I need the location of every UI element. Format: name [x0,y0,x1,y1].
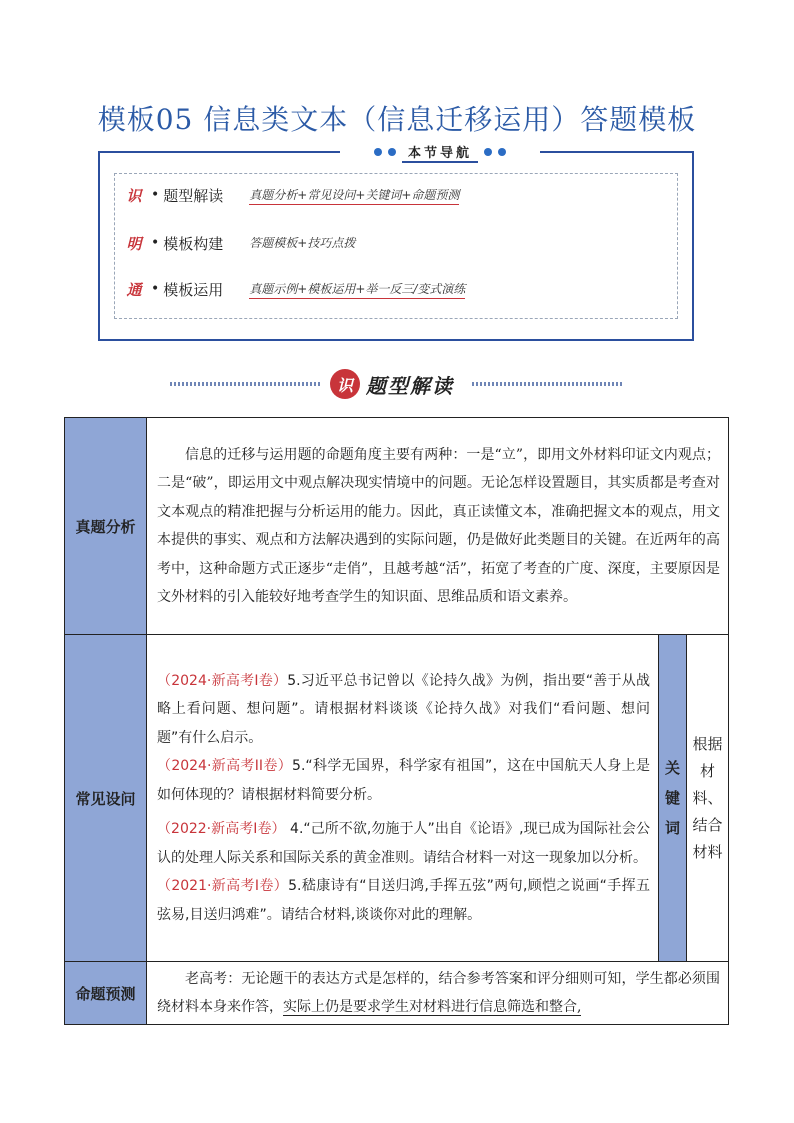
badge-icon: 明 [126,234,142,253]
question-text: 5.嵇康诗有“目送归鸿,手挥五弦”两句,顾恺之说画“手挥五弦易,目送归鸿难”。请结合材料,谈谈你对此的理解。 [157,878,650,923]
badge-icon: 识 [330,369,360,399]
nav-item-label: 模板运用 [163,280,224,299]
question-source: （2022·新高考Ⅰ卷） [157,821,286,838]
section-banner [170,366,624,402]
forecast-text-underlined: 实际上仍是要求学生对材料进行信息筛选和整合, [283,999,582,1015]
table-row [65,418,729,635]
table-row [65,962,729,1025]
banner-divider [170,382,322,386]
section-navigation [98,145,694,341]
badge-icon: 通 [126,280,142,299]
dot-icon [388,148,396,156]
row-header: 常见设问 [65,635,147,962]
analysis-text: 信息的迁移与运用题的命题角度主要有两种：一是“立”，即用文外材料印证文内观点；二是“破”，即运用文中观点解决现实情境中的问题。无论怎样设置题目，其实质都是考查对文本观点的精准把握与分析运用的能力。因此，真正读懂文本，准确把握文本的观点，用文本提供的事实、观点和方法解决遇到的实际问题，仍是做好此类题目的关键。在近两年的高考中，这种命题方式正逐步“走俏”，且越考越“活”，拓宽了考查的广度、深度，主要原因是文外材料的引入能较好地考查学生的知识面、思维品质和语文素养。 [157,446,720,605]
nav-item-application[interactable] [115,274,465,304]
row-header: 命题预测 [65,962,147,1025]
question-text: 4.“己所不欲,勿施于人”出自《论语》,现已成为国际社会公认的处理人际关系和国际关系的黄金准则。请结合材料一对这一现象加以分析。 [157,821,650,866]
forecast-cell [147,962,729,1025]
nav-item-interpretation[interactable] [115,180,459,210]
badge-icon: 识 [126,186,142,205]
keyword-value: 根据材料、结合材料 [686,635,728,962]
nav-title: 本节导航 [402,142,478,163]
bullet-icon: • [151,235,160,251]
nav-item-label: 题型解读 [163,186,224,205]
nav-item-desc: 真题分析+常见设问+关键词+命题预测 [249,186,459,205]
nav-item-desc: 真题示例+模板运用+举一反三/变式演练 [249,280,465,299]
question-source: （2024·新高考II卷） [157,758,293,775]
question-source: （2024·新高考Ⅰ卷） [157,672,288,689]
question-item [157,667,650,753]
forecast-text [157,965,720,1021]
nav-item-construction[interactable] [115,228,355,258]
question-item [157,752,650,809]
questions-cell [147,635,659,962]
question-text: 5.“科学无国界，科学家有祖国”，这在中国航天人身上是如何体现的？请根据材料简要分析。 [157,758,650,803]
forecast-text-a: 老高考：无论题干的表达方式是怎样的，结合参考答案和评分细则可知，学生都必须围绕材料本身来作答， [157,971,720,1015]
bullet-icon: • [151,281,160,297]
interpretation-table [64,417,729,1025]
nav-item-desc: 答题模板+技巧点拨 [249,236,356,250]
question-item [157,872,650,929]
banner-divider [472,382,624,386]
question-source: （2021·新高考Ⅰ卷） [157,878,289,895]
question-item [157,815,650,872]
dot-icon [498,148,506,156]
page-title: 模板05 信息类文本（信息迁移运用）答题模板 [97,103,697,136]
banner-title: 题型解读 [366,374,454,398]
table-row [65,635,729,962]
nav-header [340,141,540,163]
nav-list [114,173,678,319]
question-text: 5.习近平总书记曾以《论持久战》为例，指出要“善于从战略上看问题、想问题”。请根据材料谈谈《论持久战》对我们“看问题、想问题”有什么启示。 [157,672,650,746]
dot-icon [374,148,382,156]
nav-item-label: 模板构建 [163,234,224,253]
analysis-cell [147,418,729,635]
bullet-icon: • [151,187,160,203]
row-header: 真题分析 [65,418,147,635]
dot-icon [484,148,492,156]
keyword-header: 关键词 [658,635,686,962]
